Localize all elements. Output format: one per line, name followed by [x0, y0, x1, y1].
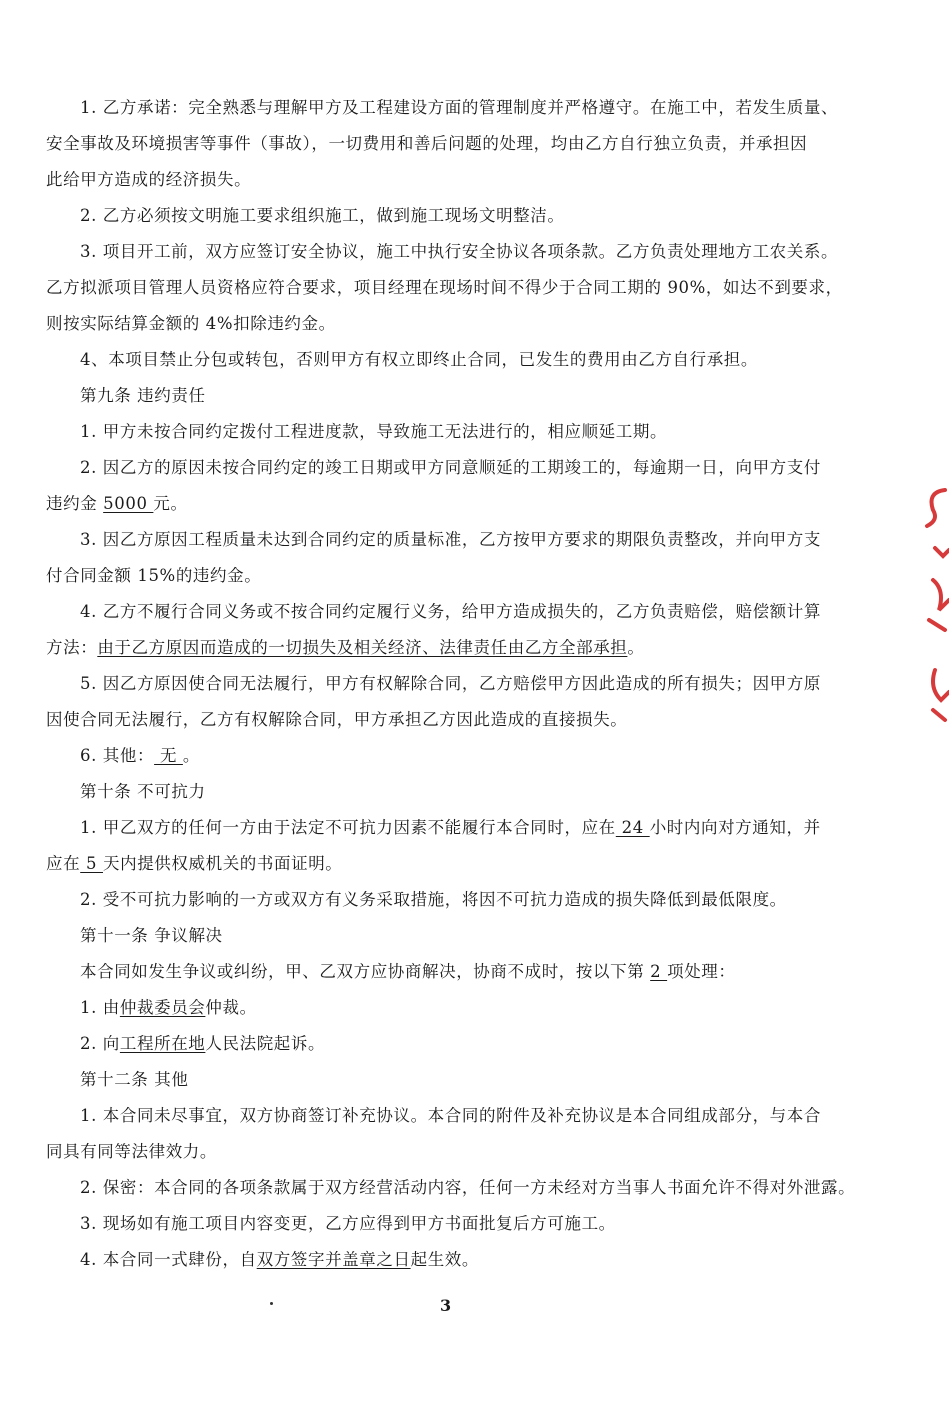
line-text: 应在 [46, 854, 81, 873]
filled-blank: 仲裁委员会 [119, 998, 206, 1017]
article-heading: 第十条 不可抗力 [80, 782, 206, 801]
contract-line: 1. 本合同未尽事宜，双方协商签订补充协议。本合同的附件及补充协议是本合同组成部分，与本合 [80, 1106, 821, 1125]
contract-line: 4、本项目禁止分包或转包，否则甲方有权立即终止合同，已发生的费用由乙方自行承担。 [80, 350, 758, 369]
line-text: 元。 [153, 494, 188, 513]
stray-dot [270, 1302, 273, 1305]
contract-line: 此给甲方造成的经济损失。 [46, 170, 252, 189]
filled-blank: 双方签字并盖章之日 [256, 1250, 411, 1269]
line-text: 方法： [46, 638, 98, 657]
line-text: 。 [182, 746, 200, 765]
contract-line [46, 492, 188, 516]
contract-line: 3. 因乙方原因工程质量未达到合同约定的质量标准，乙方按甲方要求的期限负责整改，并向甲方支 [80, 530, 821, 549]
contract-line: 则按实际结算金额的 4%扣除违约金。 [46, 314, 336, 333]
filled-blank: 24 [615, 818, 650, 837]
line-text: 4. 本合同一式肆份，自 [80, 1250, 257, 1269]
contract-line [80, 996, 257, 1020]
article-heading: 第十二条 其他 [80, 1070, 189, 1089]
contract-line: 1. 甲方未按合同约定拨付工程进度款，导致施工无法进行的，相应顺延工期。 [80, 422, 668, 441]
contract-line [46, 636, 645, 660]
line-text: 仲裁。 [205, 998, 257, 1017]
filled-blank: 5000 [103, 494, 154, 513]
contract-line: 乙方拟派项目管理人员资格应符合要求，项目经理在现场时间不得少于合同工期的 90%，如达不到要求， [46, 278, 843, 297]
page-number: 3 [440, 1296, 452, 1315]
line-text: 本合同如发生争议或纠纷，甲、乙双方应协商解决，协商不成时，按以下第 [80, 962, 651, 981]
contract-line [80, 1032, 325, 1056]
line-text: 1. 甲乙双方的任何一方由于法定不可抗力因素不能履行本合同时，应在 [80, 818, 616, 837]
contract-line: 5. 因乙方原因使合同无法履行，甲方有权解除合同，乙方赔偿甲方因此造成的所有损失；因甲方原 [80, 674, 821, 693]
contract-line: 因使合同无法履行，乙方有权解除合同，甲方承担乙方因此造成的直接损失。 [46, 710, 628, 729]
contract-line: 付合同金额 15%的违约金。 [46, 566, 262, 585]
line-text: 。 [627, 638, 645, 657]
line-text: 违约金 [46, 494, 104, 513]
contract-line: 安全事故及环境损害等事件（事故），一切费用和善后问题的处理，均由乙方自行独立负责，并承担因 [46, 134, 808, 153]
contract-line: 3. 项目开工前，双方应签订安全协议，施工中执行安全协议各项条款。乙方负责处理地方工农关系。 [80, 242, 839, 261]
line-text: 1. 由 [80, 998, 120, 1017]
contract-line: 2. 保密：本合同的各项条款属于双方经营活动内容，任何一方未经对方当事人书面允许不得对外泄露。 [80, 1178, 856, 1197]
article-heading: 第十一条 争议解决 [80, 926, 223, 945]
contract-line: 2. 受不可抗力影响的一方或双方有义务采取措施，将因不可抗力造成的损失降低到最低限度。 [80, 890, 787, 909]
contract-line [80, 744, 200, 768]
contract-line: 2. 因乙方的原因未按合同约定的竣工日期或甲方同意顺延的工期竣工的，每逾期一日，向甲方支付 [80, 458, 821, 477]
contract-line [80, 816, 821, 840]
filled-blank: 2 [650, 962, 668, 981]
line-text: 6. 其他： [80, 746, 155, 765]
contract-line: 2. 乙方必须按文明施工要求组织施工，做到施工现场文明整洁。 [80, 206, 565, 225]
line-text: 小时内向对方通知，并 [649, 818, 821, 837]
line-text: 2. 向 [80, 1034, 120, 1053]
line-text: 天内提供权威机关的书面证明。 [103, 854, 343, 873]
contract-line: 同具有同等法律效力。 [46, 1142, 217, 1161]
contract-line [80, 1248, 479, 1272]
article-heading: 第九条 违约责任 [80, 386, 206, 405]
contract-line [46, 852, 342, 876]
line-text: 项处理： [667, 962, 736, 981]
contract-line [80, 960, 736, 984]
line-text: 起生效。 [410, 1250, 479, 1269]
filled-blank: 无 [154, 746, 183, 765]
filled-blank: 由于乙方原因而造成的一切损失及相关经济、法律责任由乙方全部承担 [97, 638, 628, 657]
filled-blank: 5 [80, 854, 103, 873]
contract-line: 4. 乙方不履行合同义务或不按合同约定履行义务，给甲方造成损失的，乙方负责赔偿，赔偿额计算 [80, 602, 821, 621]
filled-blank: 工程所在地 [119, 1034, 206, 1053]
contract-line: 1. 乙方承诺：完全熟悉与理解甲方及工程建设方面的管理制度并严格遵守。在施工中，若发生质量、 [80, 98, 839, 117]
contract-line: 3. 现场如有施工项目内容变更，乙方应得到甲方书面批复后方可施工。 [80, 1214, 616, 1233]
line-text: 人民法院起诉。 [205, 1034, 326, 1053]
red-seal-stamp-fragment [905, 470, 949, 730]
